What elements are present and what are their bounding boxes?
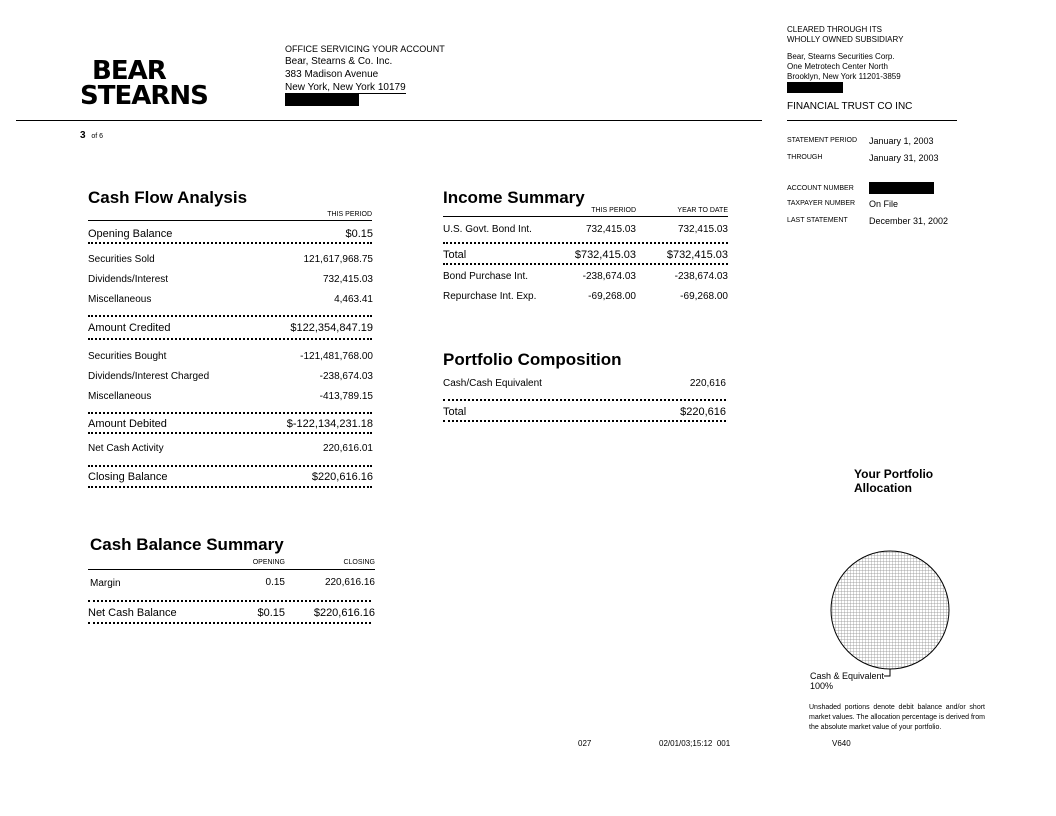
portfolio-total-label: Total — [443, 406, 467, 418]
income-row-label: U.S. Govt. Bond Int. — [443, 224, 532, 235]
dotted-rule — [88, 622, 371, 624]
subsidiary-name: Bear, Stearns Securities Corp. — [787, 52, 895, 61]
cash-flow-title: Cash Flow Analysis — [88, 188, 248, 207]
cash-balance-col-closing: CLOSING — [343, 559, 375, 566]
last-statement-value: December 31, 2002 — [869, 216, 949, 226]
taxpayer-value: On File — [869, 199, 899, 209]
page-indicator — [80, 130, 103, 141]
dotted-rule — [88, 486, 372, 488]
office-city: New York, New York 10179 — [285, 82, 406, 93]
income-row-ytd: -69,268.00 — [680, 291, 728, 302]
period-value: January 1, 2003 — [869, 136, 934, 146]
dotted-rule — [443, 420, 726, 422]
income-row-ytd: 732,415.03 — [677, 224, 728, 235]
margin-opening: 0.15 — [265, 577, 285, 588]
cash-balance-col-opening: OPENING — [252, 559, 285, 566]
cleared-line-1: CLEARED THROUGH ITS — [787, 25, 882, 34]
legend-label: Cash & Equivalent — [810, 671, 885, 681]
credit-value: 732,415.03 — [322, 274, 373, 285]
account-label: ACCOUNT NUMBER — [787, 185, 854, 192]
client-name: FINANCIAL TRUST CO INC — [787, 101, 913, 112]
subsidiary-block — [787, 52, 901, 82]
cleared-block — [787, 25, 903, 45]
net-cash-activity-label: Net Cash Activity — [88, 443, 164, 454]
logo-line-1: BEAR — [92, 56, 166, 86]
allocation-pie-chart — [826, 546, 954, 684]
dotted-rule — [88, 432, 372, 434]
footer-code-3: V640 — [832, 739, 851, 748]
debit-value: -121,481,768.00 — [300, 351, 373, 362]
amount-debited-label: Amount Debited — [88, 418, 167, 430]
divider — [88, 220, 372, 221]
credit-value: 121,617,968.75 — [303, 254, 373, 265]
net-cash-activity-value: 220,616.01 — [322, 443, 373, 454]
margin-label: Margin — [90, 578, 121, 589]
income-row-period: -69,268.00 — [588, 291, 636, 302]
opening-balance-label: Opening Balance — [88, 228, 173, 240]
office-street: 383 Madison Avenue — [285, 69, 379, 80]
amount-debited-value: $-122,134,231.18 — [286, 418, 373, 430]
net-cash-balance-label: Net Cash Balance — [88, 607, 177, 619]
dotted-rule — [88, 412, 372, 414]
pie-slice-cash — [831, 551, 949, 669]
last-statement-label: LAST STATEMENT — [787, 217, 848, 224]
dotted-rule — [443, 399, 726, 401]
income-row-label: Repurchase Int. Exp. — [443, 291, 537, 302]
margin-closing: 220,616.16 — [324, 577, 375, 588]
debit-value: -413,789.15 — [319, 391, 373, 402]
redacted-block — [285, 94, 359, 106]
credit-value: 4,463.41 — [334, 294, 373, 305]
page-of: of 6 — [91, 133, 104, 140]
closing-balance-value: $220,616.16 — [311, 471, 373, 483]
dotted-rule — [88, 465, 372, 467]
account-redacted — [869, 182, 934, 194]
income-col-ytd: YEAR TO DATE — [677, 207, 728, 214]
portfolio-row-label: Cash/Cash Equivalent — [443, 378, 542, 389]
redacted-block — [787, 82, 843, 93]
logo-line-2: STEARNS — [80, 81, 208, 111]
footer-code-1: 027 — [578, 739, 592, 748]
income-summary-title: Income Summary — [443, 188, 585, 207]
office-name: Bear, Stearns & Co. Inc. — [285, 56, 393, 67]
subsidiary-city: Brooklyn, New York 11201-3859 — [787, 72, 901, 81]
dotted-rule — [88, 338, 372, 340]
allocation-title-line-1: Your Portfolio — [854, 467, 934, 481]
income-total-ytd: $732,415.03 — [666, 249, 728, 261]
allocation-note: Unshaded portions denote debit balance and/or short market values. The allocation percentage is derived from the absolute market value of your portfolio. — [809, 704, 985, 731]
dotted-rule — [443, 242, 728, 244]
debit-label: Securities Bought — [88, 351, 167, 362]
income-row-ytd: -238,674.03 — [674, 271, 728, 282]
allocation-title-line-2: Allocation — [854, 481, 913, 495]
bear-stearns-logo — [80, 56, 208, 111]
closing-balance-label: Closing Balance — [88, 471, 168, 483]
dotted-rule — [88, 315, 372, 317]
cash-balance-title: Cash Balance Summary — [90, 535, 284, 554]
through-value: January 31, 2003 — [869, 153, 939, 163]
debit-value: -238,674.03 — [319, 371, 373, 382]
credit-label: Dividends/Interest — [88, 274, 169, 285]
portfolio-row-value: 220,616 — [689, 378, 726, 389]
footer-code-2: 02/01/03;15:12 001 — [659, 739, 731, 748]
debit-label: Miscellaneous — [88, 391, 152, 402]
credit-label: Securities Sold — [88, 254, 155, 265]
amount-credited-value: $122,354,847.19 — [290, 322, 373, 334]
divider — [443, 216, 728, 217]
dotted-rule — [443, 263, 728, 265]
header-rule — [16, 120, 762, 121]
page-number: 3 — [80, 130, 86, 141]
subsidiary-street: One Metrotech Center North — [787, 62, 888, 71]
income-row-period: -238,674.03 — [582, 271, 636, 282]
income-total-period: $732,415.03 — [574, 249, 636, 261]
net-cash-balance-opening: $0.15 — [257, 607, 285, 619]
portfolio-total-value: $220,616 — [680, 406, 726, 418]
dotted-rule — [88, 242, 372, 244]
legend-leader-line — [884, 669, 890, 676]
period-label: STATEMENT PERIOD — [787, 137, 858, 144]
taxpayer-label: TAXPAYER NUMBER — [787, 200, 856, 207]
allocation-title — [854, 467, 933, 495]
office-label: OFFICE SERVICING YOUR ACCOUNT — [285, 44, 445, 54]
portfolio-title: Portfolio Composition — [443, 350, 622, 369]
debit-label: Dividends/Interest Charged — [88, 371, 210, 382]
amount-credited-label: Amount Credited — [88, 322, 171, 334]
income-col-this-period: THIS PERIOD — [591, 207, 636, 214]
cleared-line-2: WHOLLY OWNED SUBSIDIARY — [787, 35, 904, 44]
net-cash-balance-closing: $220,616.16 — [313, 607, 375, 619]
income-row-period: 732,415.03 — [585, 224, 636, 235]
income-row-label: Bond Purchase Int. — [443, 271, 529, 282]
divider — [88, 569, 375, 570]
allocation-legend — [810, 671, 884, 691]
legend-percent: 100% — [810, 681, 834, 691]
income-total-label: Total — [443, 249, 467, 261]
dotted-rule — [88, 600, 371, 602]
header-rule-right — [787, 120, 957, 121]
cash-flow-col-header: THIS PERIOD — [327, 211, 372, 218]
credit-label: Miscellaneous — [88, 294, 152, 305]
opening-balance-value: $0.15 — [345, 228, 373, 240]
through-label: THROUGH — [787, 154, 823, 161]
